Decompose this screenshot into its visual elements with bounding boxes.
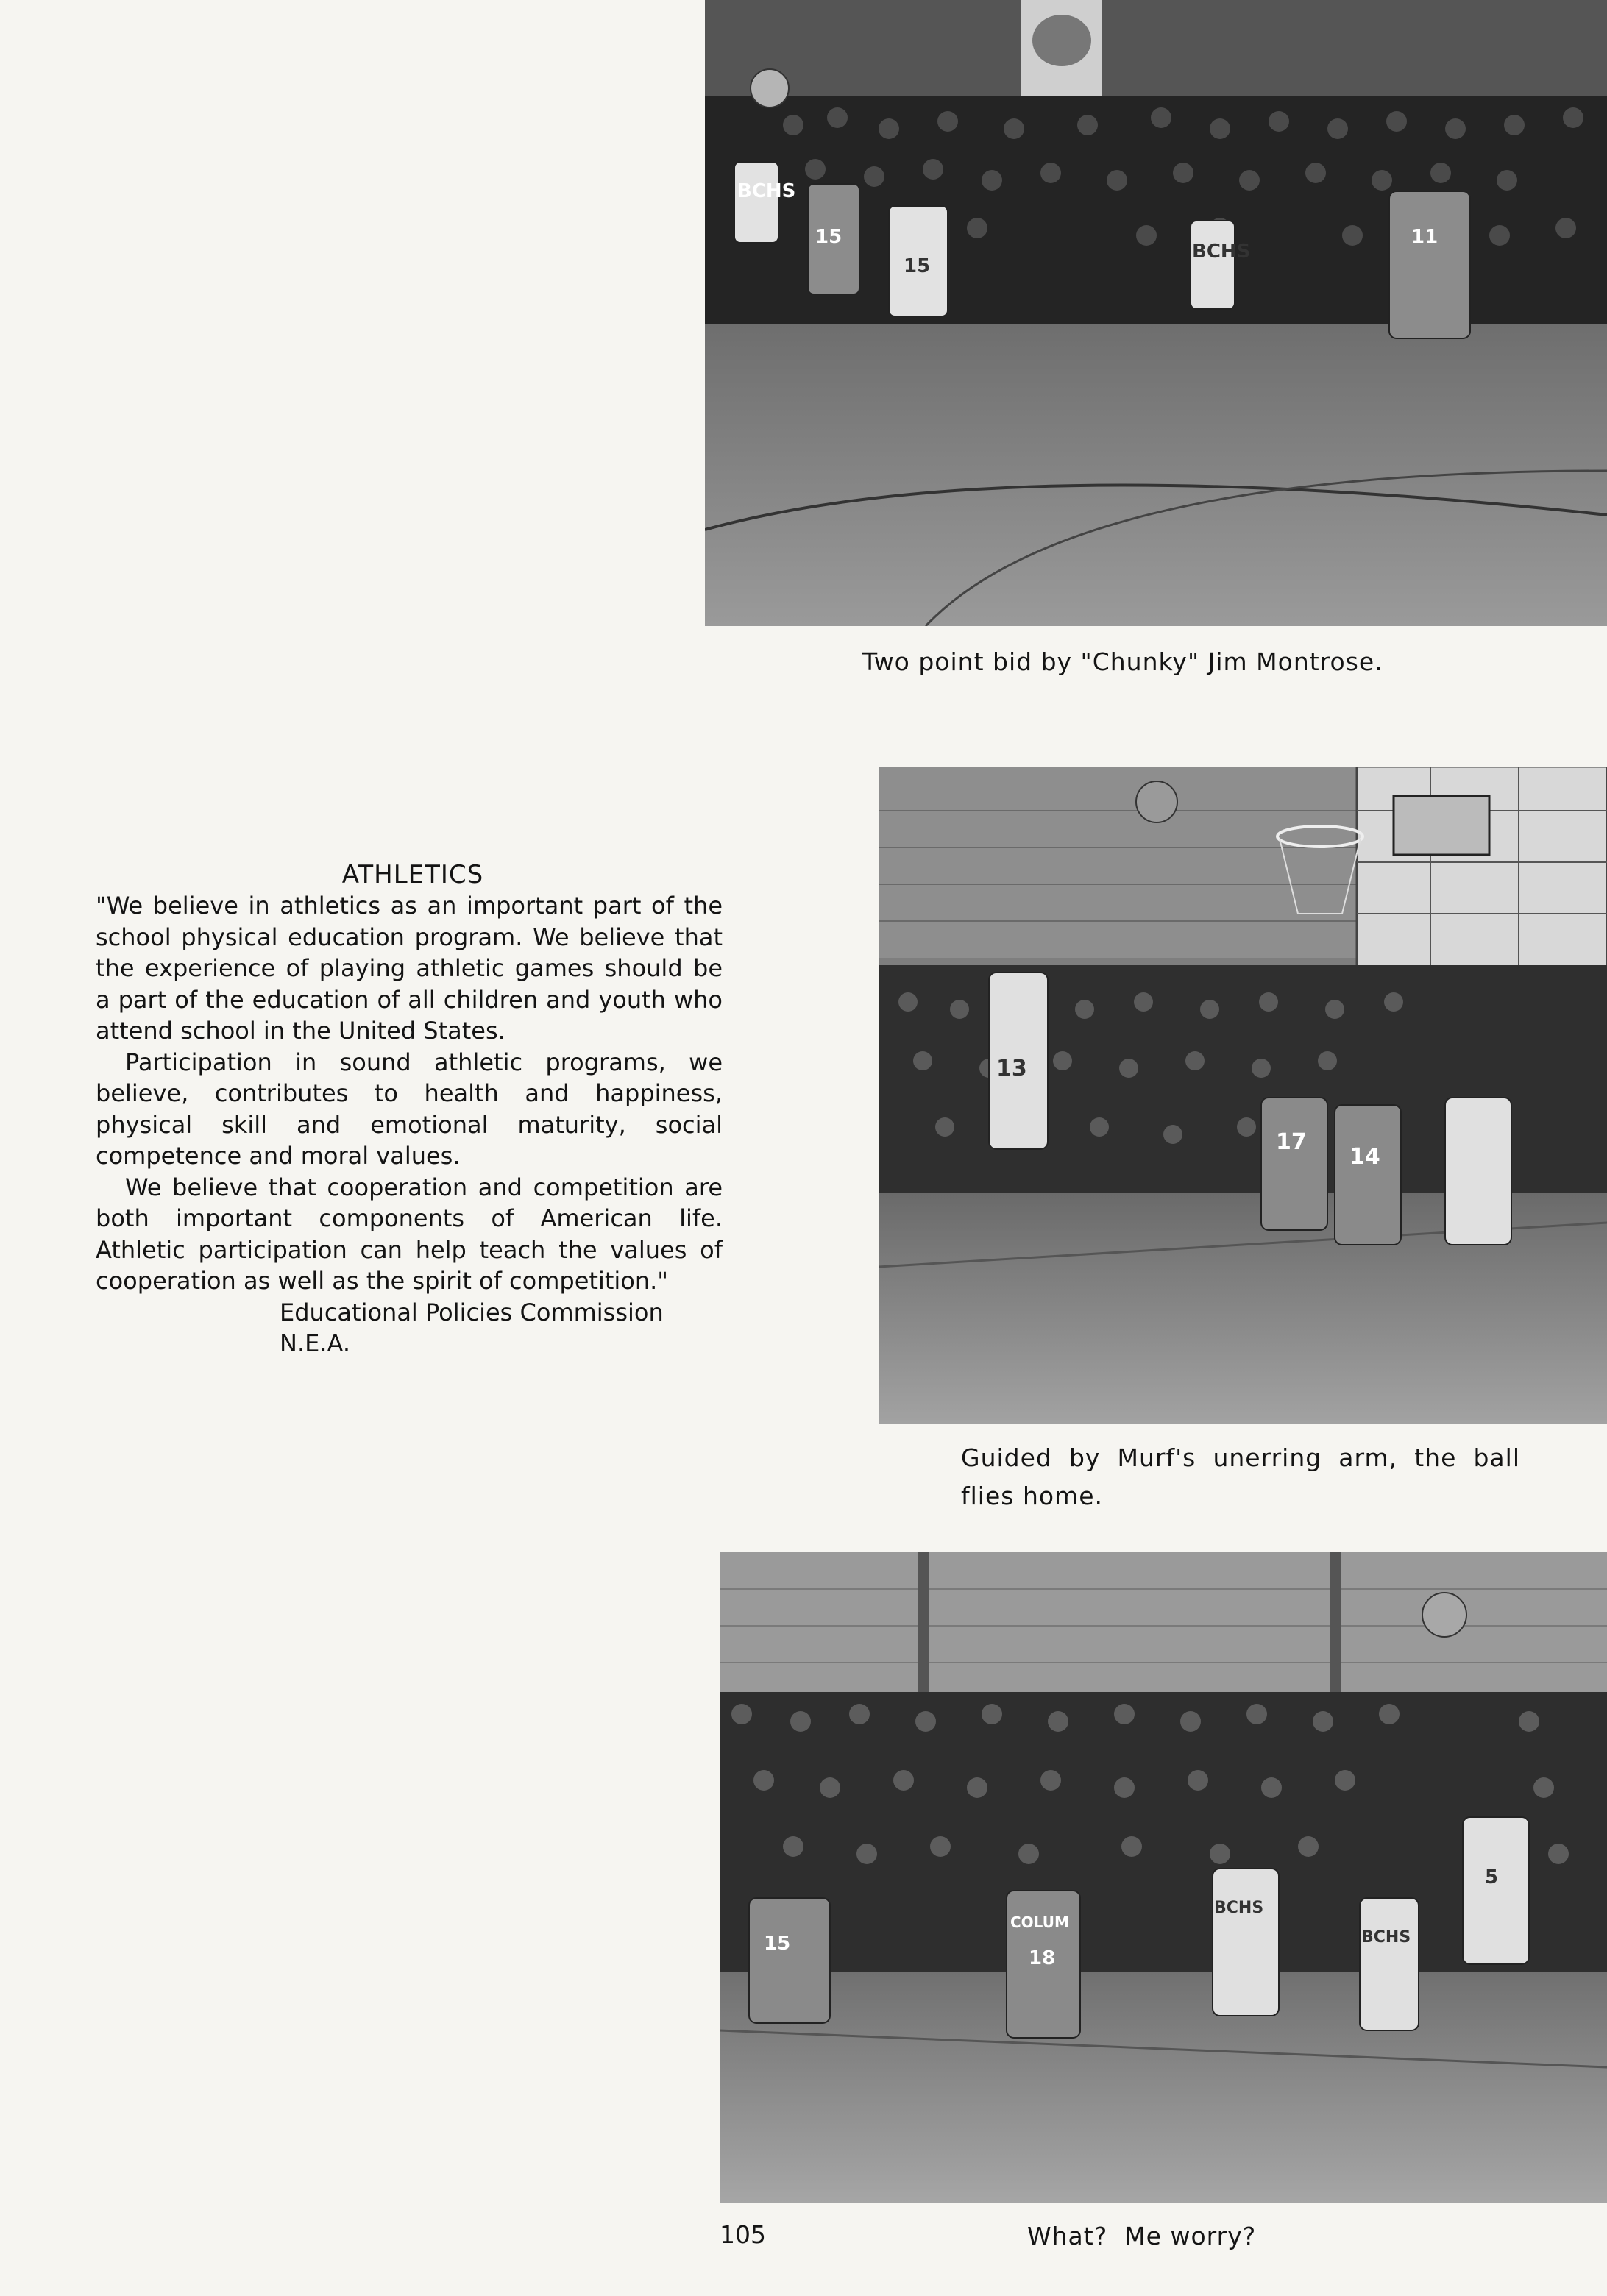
article-heading: ATHLETICS <box>341 860 484 889</box>
photo-basketball-jump-shot-image <box>705 0 1607 626</box>
photo-caption: Guided by Murf's unerring arm, the ball flies home. <box>961 1443 1520 1510</box>
jersey-text: 18 <box>1029 1947 1056 1969</box>
photo-basketball-shot-from-side <box>720 1552 1607 2203</box>
jersey-text: 13 <box>996 1056 1027 1081</box>
jersey-text: 17 <box>1276 1129 1307 1155</box>
photo-basketball-jump-shot <box>705 0 1607 626</box>
photo-basketball-shot-from-side-image <box>720 1552 1607 2203</box>
photo-caption: What? Me worry? <box>1027 2222 1257 2250</box>
article-credit-line: Educational Policies Commission <box>280 1298 664 1326</box>
article-credit-line: N.E.A. <box>280 1329 350 1357</box>
jersey-text: BCHS <box>1192 241 1251 263</box>
article-paragraph: Participation in sound athletic programs, we believe, contributes to health and happiness, physical skill and emotional maturity, social competence and moral values. <box>96 1048 723 1170</box>
athletics-article <box>96 859 723 1359</box>
jersey-text: 14 <box>1349 1144 1380 1170</box>
jersey-text: BCHS <box>1214 1899 1264 1917</box>
photo-basketball-free-throw <box>879 767 1607 1424</box>
photo-caption: Two point bid by "Chunky" Jim Montrose. <box>862 647 1383 676</box>
jersey-text: BCHS <box>1361 1928 1411 1947</box>
article-paragraph: "We believe in athletics as an important part of the school physical education program. We believe that the experience of playing athletic games should be a part of the education of all children and youth who attend school in the United States. <box>96 892 723 1045</box>
photo-basketball-free-throw-image <box>879 767 1607 1424</box>
jersey-text: 15 <box>764 1933 791 1955</box>
jersey-text: BCHS <box>737 180 796 202</box>
jersey-text: 15 <box>815 226 842 248</box>
jersey-text: 5 <box>1485 1866 1499 1888</box>
jersey-text: COLUM <box>1010 1913 1069 1931</box>
jersey-text: 11 <box>1411 226 1439 248</box>
article-paragraph: We believe that cooperation and competition are both important components of American life. Athletic participation can help teach the values of cooperation as well as the spirit of competition." <box>96 1173 723 1295</box>
jersey-text: 15 <box>904 255 931 277</box>
page-number: 105 <box>720 2220 766 2249</box>
